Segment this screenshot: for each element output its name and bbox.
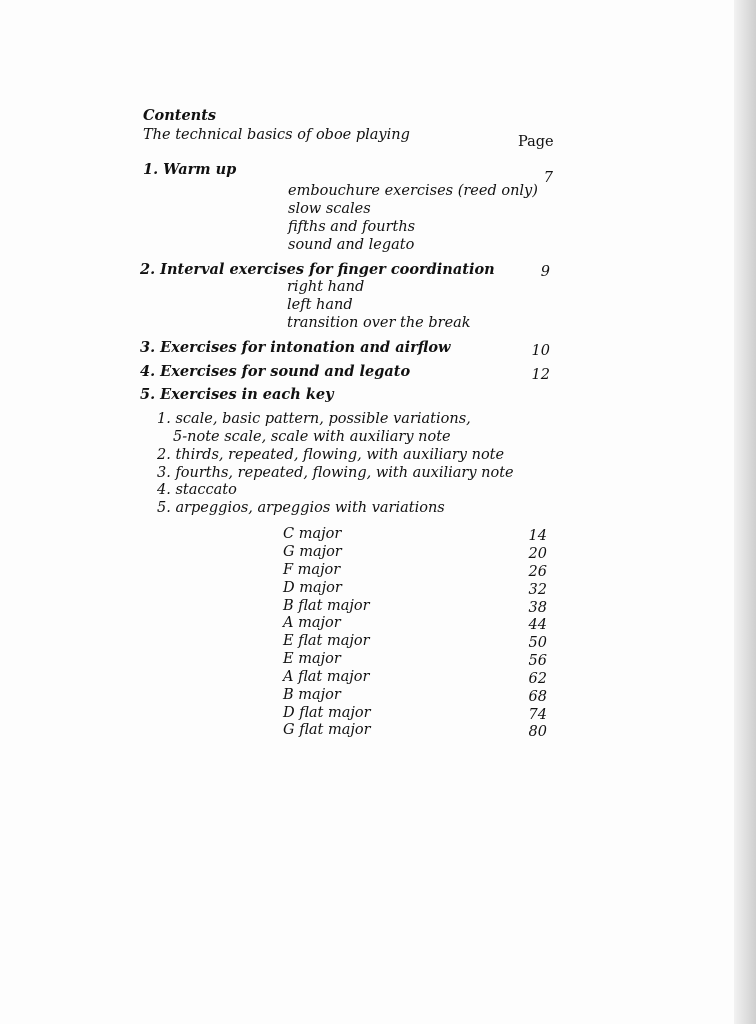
section-title: 1. Warm up [143,161,237,178]
key-page-number: 38 [528,600,547,616]
key-page-number: 68 [528,689,547,705]
key-name: B major [283,687,341,703]
key-name: D major [283,580,342,596]
section-item: 5-note scale, scale with auxiliary note [173,429,451,445]
key-name: F major [283,562,341,578]
section-item: 3. fourths, repeated, flowing, with auxiliary note [157,465,514,481]
key-page-number: 80 [528,724,547,740]
key-page-number: 14 [528,528,547,544]
section-title: 2. Interval exercises for finger coordination [140,261,495,278]
key-name: G major [283,544,342,560]
key-name: A flat major [283,669,370,685]
section-item: transition over the break [287,315,471,331]
page-edge-shadow [734,0,756,1024]
key-page-number: 26 [528,564,547,580]
key-page-number: 50 [528,635,547,651]
key-name: D flat major [283,705,371,721]
key-name: E flat major [283,633,370,649]
key-name: C major [283,526,342,542]
contents-heading: Contents [143,107,217,124]
key-page-number: 74 [528,707,547,723]
section-item: 1. scale, basic pattern, possible variations, [157,411,471,427]
section-item: embouchure exercises (reed only) [288,183,538,199]
key-page-number: 62 [528,671,547,687]
section-title: 3. Exercises for intonation and airflow [140,339,451,356]
section-page-number: 9 [540,264,550,280]
key-name: B flat major [283,598,370,614]
section-item: 4. staccato [157,482,237,498]
page-column-label: Page [518,134,554,150]
contents-subtitle: The technical basics of oboe playing [143,127,410,143]
key-name: E major [283,651,341,667]
key-name: A major [283,615,341,631]
key-page-number: 56 [528,653,547,669]
section-title: 4. Exercises for sound and legato [140,363,411,380]
section-title: 5. Exercises in each key [140,386,334,403]
section-page-number: 7 [543,170,553,186]
key-page-number: 32 [528,582,547,598]
section-item: 5. arpeggios, arpeggios with variations [157,500,445,516]
section-item: sound and legato [288,237,415,253]
section-item: fifths and fourths [288,219,416,235]
section-page-number: 12 [531,367,550,383]
section-item: right hand [287,279,365,295]
key-name: G flat major [283,722,371,738]
section-item: slow scales [288,201,371,217]
section-item: 2. thirds, repeated, flowing, with auxiliary note [157,447,505,463]
key-page-number: 20 [528,546,547,562]
key-page-number: 44 [528,617,547,633]
section-item: left hand [287,297,353,313]
section-page-number: 10 [531,343,550,359]
